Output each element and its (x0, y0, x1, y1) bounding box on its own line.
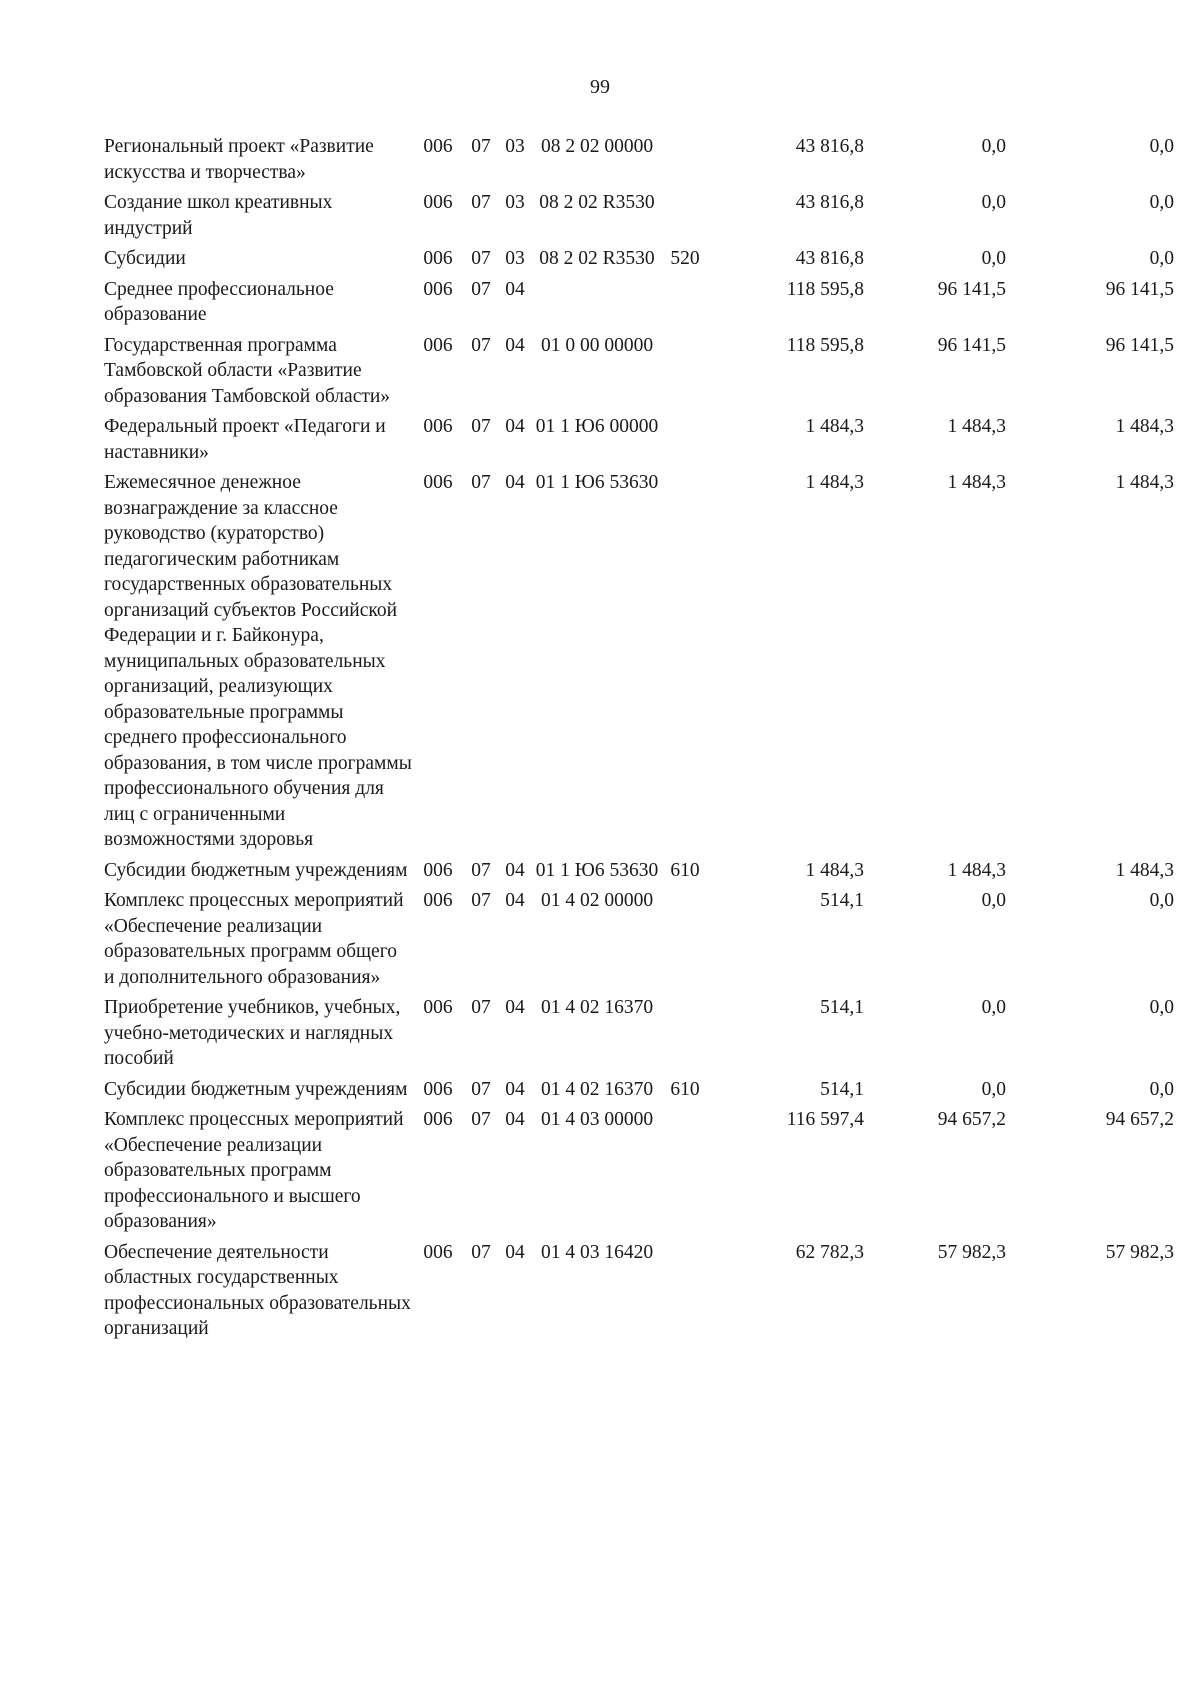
section-code: 07 (471, 136, 491, 157)
amount-year-2: 0,0 (981, 997, 1006, 1018)
amount-year-3: 96 141,5 (1105, 334, 1174, 356)
amount-year-1: 116 597,4 (786, 1109, 864, 1130)
subsection-code: 04 (505, 890, 525, 911)
grbs-code: 006 (423, 1078, 453, 1100)
section-code: 07 (471, 278, 491, 300)
section-code: 07 (471, 334, 491, 356)
expense-type-code (662, 1107, 708, 1240)
row-name: Среднее профессиональное образование (104, 278, 334, 325)
amount-year-3: 1 484,3 (1115, 472, 1174, 493)
target-article-code: 01 4 03 16420 (540, 1241, 654, 1263)
grbs-code: 006 (423, 416, 453, 437)
expense-type-code (662, 134, 708, 190)
section-code: 07 (471, 997, 491, 1018)
amount-year-3: 1 484,3 (1115, 416, 1174, 437)
grbs-code: 006 (423, 248, 453, 269)
expense-type-code: 610 (670, 859, 700, 881)
amount-year-3: 0,0 (1149, 1078, 1174, 1100)
row-name: Субсидии бюджетным учреждениям (104, 1078, 408, 1100)
amount-year-1: 1 484,3 (805, 859, 864, 881)
table-row (104, 277, 1174, 333)
amount-year-2: 1 484,3 (947, 472, 1006, 493)
row-name: Региональный проект «Развитие искусства и творчества» (104, 136, 374, 183)
amount-year-3: 1 484,3 (1115, 859, 1174, 881)
table-row (104, 858, 1174, 889)
table-row (104, 414, 1174, 470)
target-article-code: 01 0 00 00000 (540, 334, 654, 356)
section-code: 07 (471, 859, 491, 881)
amount-year-3: 0,0 (1149, 890, 1174, 911)
amount-year-3: 0,0 (1149, 136, 1174, 157)
expense-type-code (662, 333, 708, 415)
table-row (104, 333, 1174, 415)
section-code: 07 (471, 472, 491, 493)
target-article-code: 01 1 Ю6 53630 (535, 472, 659, 493)
grbs-code: 006 (423, 859, 453, 881)
amount-year-3: 94 657,2 (1105, 1109, 1174, 1130)
table-row (104, 190, 1174, 246)
amount-year-1: 43 816,8 (795, 136, 864, 157)
expense-type-code (662, 1240, 708, 1347)
grbs-code: 006 (423, 472, 453, 493)
amount-year-2: 57 982,3 (937, 1241, 1006, 1263)
subsection-code: 04 (505, 472, 525, 493)
table-row (104, 995, 1174, 1077)
amount-year-1: 62 782,3 (795, 1241, 864, 1263)
section-code: 07 (471, 192, 491, 213)
section-code: 07 (471, 890, 491, 911)
target-article-code: 01 1 Ю6 00000 (535, 416, 659, 437)
row-name: Государственная программа Тамбовской области «Развитие образования Тамбовской области» (104, 334, 391, 407)
target-article-code: 08 2 02 00000 (540, 136, 654, 157)
subsection-code: 03 (505, 248, 525, 269)
budget-table (104, 134, 1174, 1347)
amount-year-2: 96 141,5 (937, 334, 1006, 356)
grbs-code: 006 (423, 997, 453, 1018)
amount-year-1: 514,1 (820, 1078, 864, 1100)
target-article-code: 01 1 Ю6 53630 (535, 859, 659, 881)
table-row (104, 1240, 1174, 1347)
row-name: Обеспечение деятельности областных государственных профессиональных образовательных организаций (104, 1241, 411, 1339)
amount-year-2: 1 484,3 (947, 416, 1006, 437)
expense-type-code (662, 995, 708, 1077)
row-name: Федеральный проект «Педагоги и наставники» (104, 416, 386, 463)
amount-year-2: 94 657,2 (937, 1109, 1006, 1130)
row-name: Комплекс процессных мероприятий «Обеспечение реализации образовательных программ профессионального и высшего образования» (104, 1109, 404, 1232)
subsection-code: 04 (505, 278, 525, 300)
amount-year-1: 43 816,8 (795, 192, 864, 213)
subsection-code: 04 (505, 859, 525, 881)
amount-year-2: 0,0 (981, 890, 1006, 911)
subsection-code: 04 (505, 416, 525, 437)
amount-year-2: 0,0 (981, 192, 1006, 213)
amount-year-1: 43 816,8 (795, 248, 864, 269)
amount-year-2: 0,0 (981, 136, 1006, 157)
amount-year-3: 57 982,3 (1105, 1241, 1174, 1263)
row-name: Ежемесячное денежное вознаграждение за классное руководство (кураторство) педагогическим работникам государственных образовательных организаций субъектов Российской Федерации и г. Байконура, муниципальных образовательных организаций, реализующих образовательные программы среднего профессионального образования, в том числе программы профессионального обучения для лиц с ограниченными возможностями здоровья (104, 472, 412, 850)
table-row (104, 246, 1174, 277)
amount-year-1: 514,1 (820, 890, 864, 911)
table-row (104, 888, 1174, 995)
target-article-code: 08 2 02 R3530 (539, 248, 655, 269)
target-article-code: 01 4 02 16370 (540, 997, 654, 1018)
expense-type-code: 520 (670, 248, 700, 269)
subsection-code: 04 (505, 997, 525, 1018)
amount-year-3: 96 141,5 (1105, 278, 1174, 300)
amount-year-3: 0,0 (1149, 192, 1174, 213)
amount-year-1: 1 484,3 (805, 416, 864, 437)
section-code: 07 (471, 248, 491, 269)
grbs-code: 006 (423, 1241, 453, 1263)
section-code: 07 (471, 416, 491, 437)
subsection-code: 03 (505, 136, 525, 157)
grbs-code: 006 (423, 136, 453, 157)
grbs-code: 006 (423, 1109, 453, 1130)
section-code: 07 (471, 1078, 491, 1100)
section-code: 07 (471, 1109, 491, 1130)
amount-year-2: 96 141,5 (937, 278, 1006, 300)
expense-type-code (662, 190, 708, 246)
amount-year-2: 0,0 (981, 248, 1006, 269)
subsection-code: 04 (505, 1241, 525, 1263)
target-article-code: 01 4 02 16370 (540, 1078, 654, 1100)
grbs-code: 006 (423, 278, 453, 300)
section-code: 07 (471, 1241, 491, 1263)
target-article-code: 01 4 03 00000 (540, 1109, 654, 1130)
subsection-code: 04 (505, 1078, 525, 1100)
grbs-code: 006 (423, 192, 453, 213)
subsection-code: 04 (505, 334, 525, 356)
expense-type-code (662, 470, 708, 858)
grbs-code: 006 (423, 334, 453, 356)
row-name: Комплекс процессных мероприятий «Обеспечение реализации образовательных программ общего и дополнительного образования» (104, 890, 404, 988)
amount-year-1: 118 595,8 (786, 278, 864, 300)
page-number: 99 (590, 76, 610, 98)
row-name: Субсидии (104, 248, 186, 269)
row-name: Создание школ креативных индустрий (104, 192, 333, 239)
expense-type-code (662, 277, 708, 333)
subsection-code: 04 (505, 1109, 525, 1130)
expense-type-code: 610 (670, 1078, 700, 1100)
table-body (104, 134, 1174, 1347)
subsection-code: 03 (505, 192, 525, 213)
table-row (104, 134, 1174, 190)
row-name: Приобретение учебников, учебных, учебно-методических и наглядных пособий (104, 997, 401, 1069)
table-row (104, 470, 1174, 858)
expense-type-code (662, 414, 708, 470)
table-row (104, 1077, 1174, 1108)
target-article-code (532, 277, 662, 333)
table-row (104, 1107, 1174, 1240)
amount-year-2: 0,0 (981, 1078, 1006, 1100)
amount-year-3: 0,0 (1149, 997, 1174, 1018)
expense-type-code (662, 888, 708, 995)
amount-year-1: 1 484,3 (805, 472, 864, 493)
amount-year-1: 514,1 (820, 997, 864, 1018)
amount-year-1: 118 595,8 (786, 334, 864, 356)
target-article-code: 08 2 02 R3530 (539, 192, 655, 213)
amount-year-3: 0,0 (1149, 248, 1174, 269)
target-article-code: 01 4 02 00000 (540, 890, 654, 911)
grbs-code: 006 (423, 890, 453, 911)
row-name: Субсидии бюджетным учреждениям (104, 859, 408, 881)
amount-year-2: 1 484,3 (947, 859, 1006, 881)
